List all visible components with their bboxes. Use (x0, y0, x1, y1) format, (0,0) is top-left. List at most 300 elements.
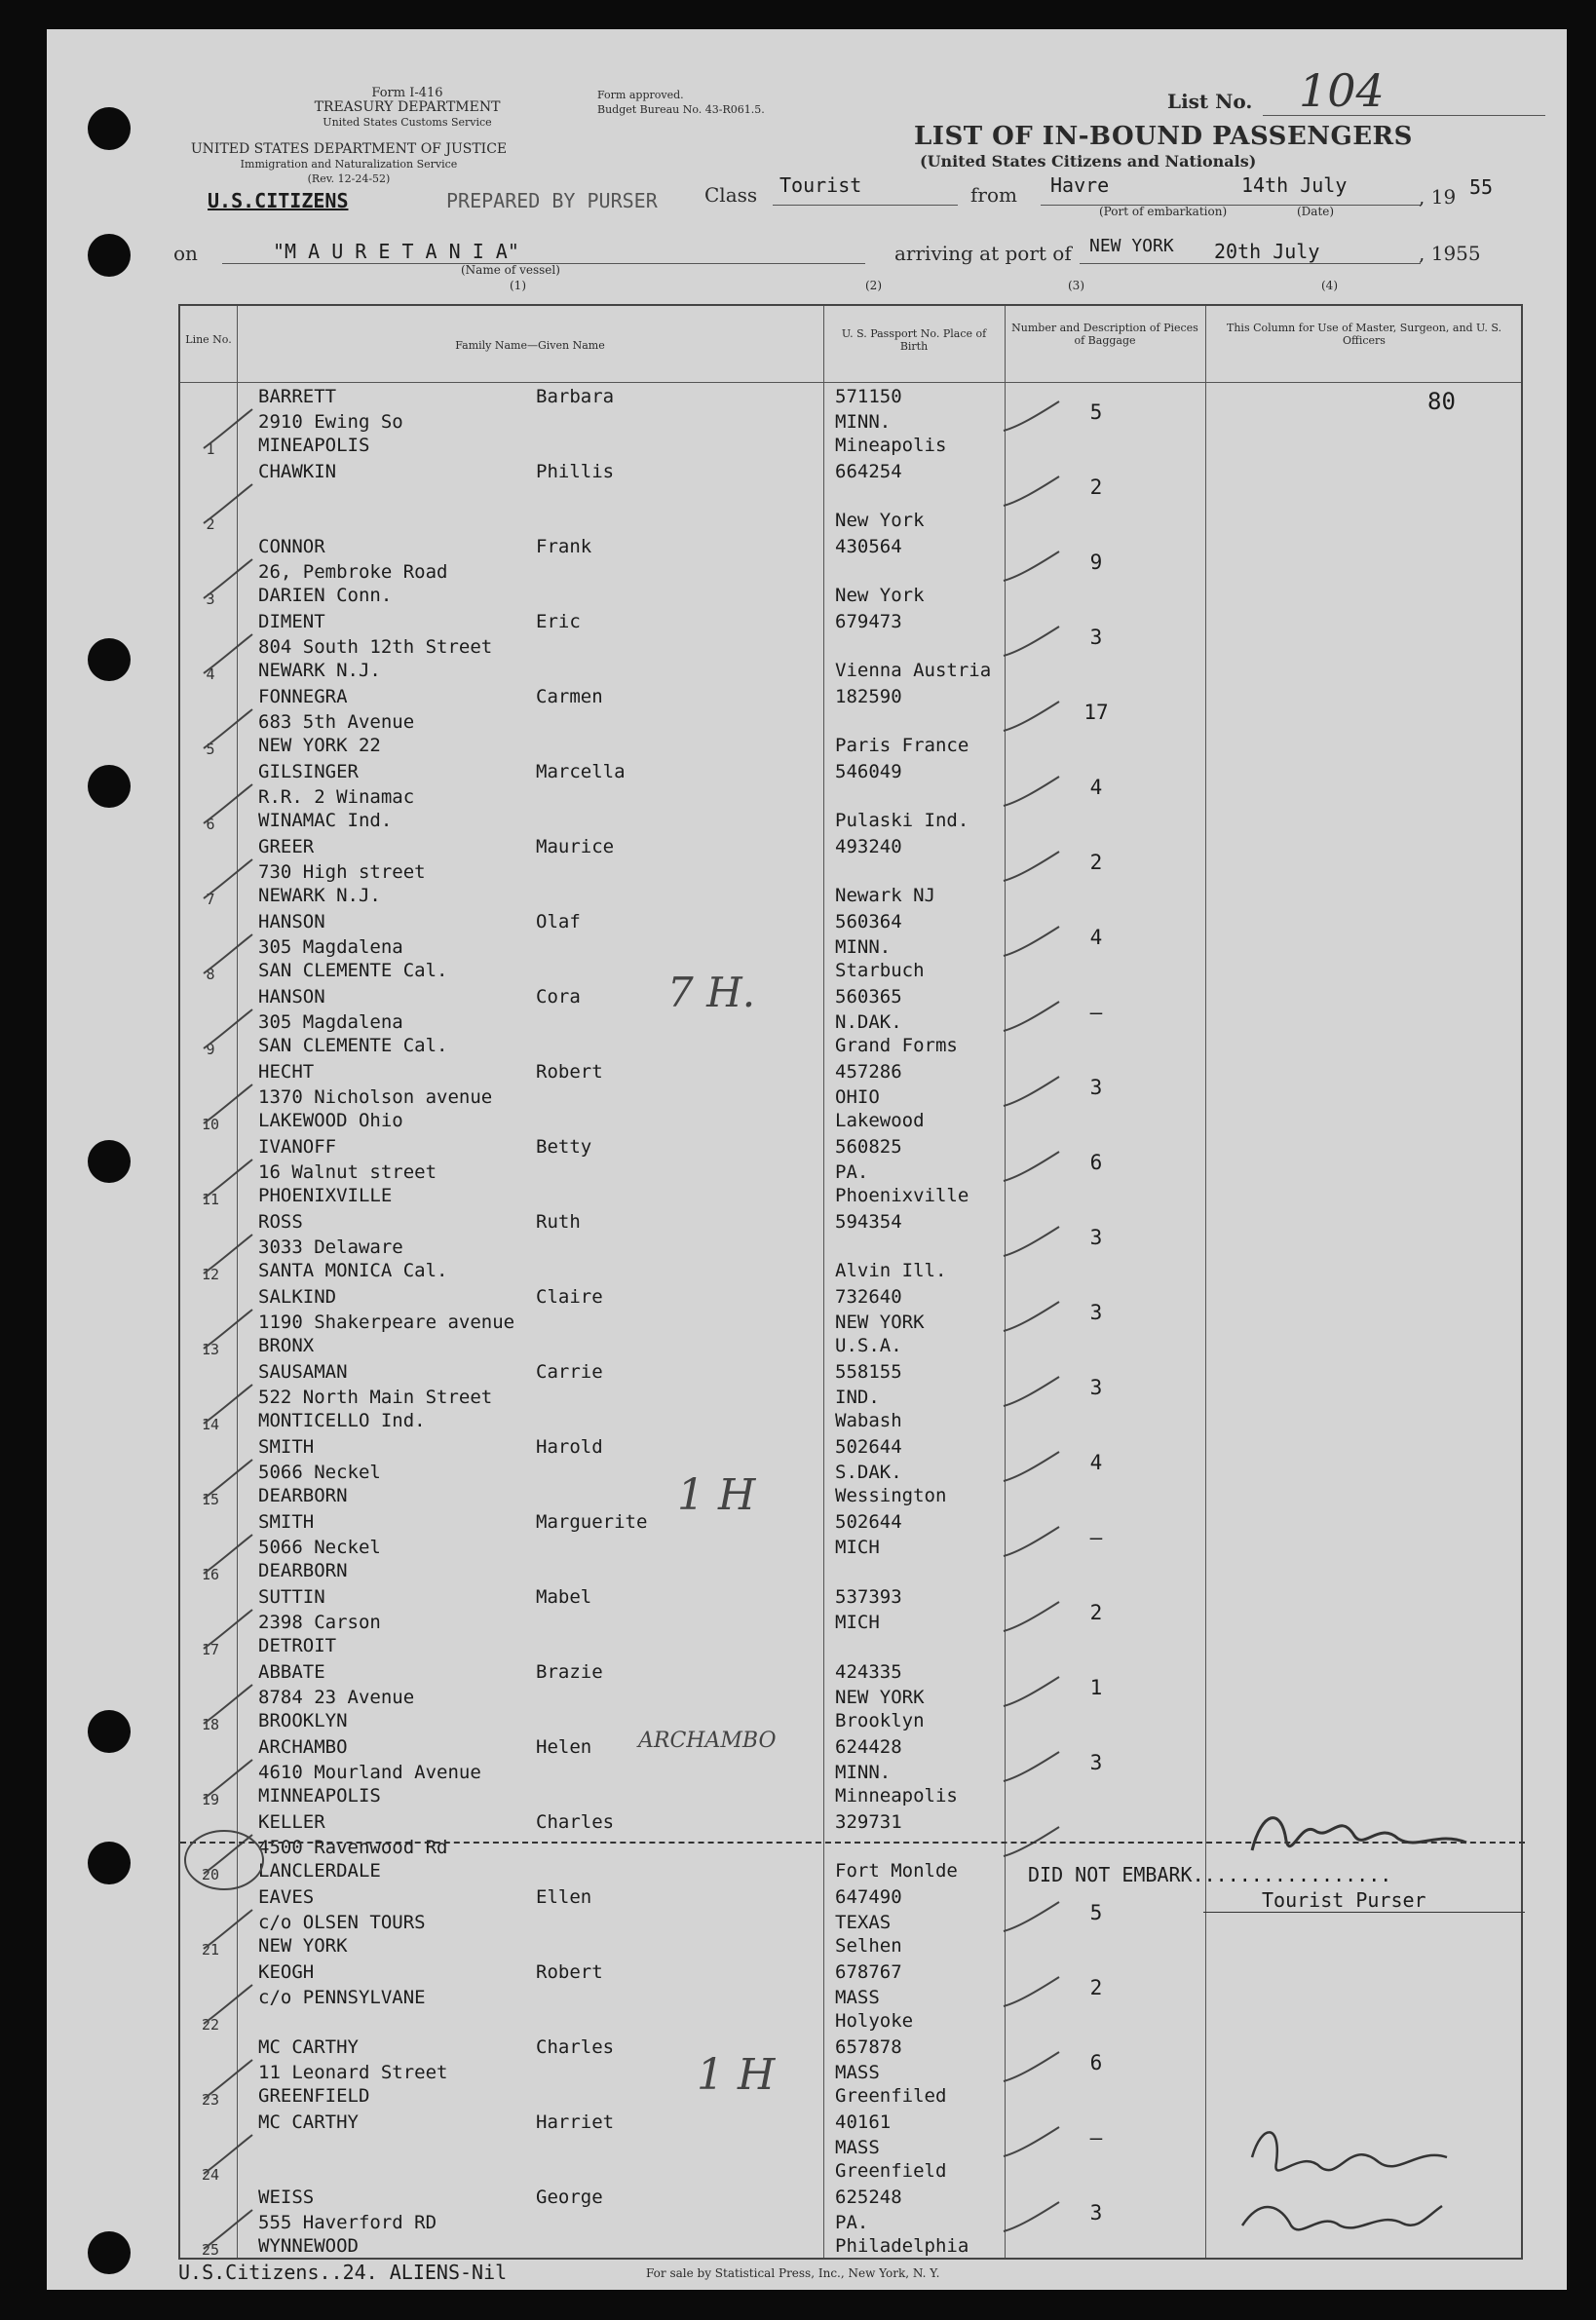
table-row (180, 2035, 1521, 2110)
tick-mark-icon (200, 1154, 258, 1202)
family-name: HANSON (258, 986, 325, 1008)
tick-mark-icon (200, 1229, 258, 1277)
line-number: 7 (206, 891, 215, 908)
tick-mark-icon (200, 1754, 258, 1803)
tick-mark-icon (200, 1304, 258, 1352)
address-line-1: 3033 Delaware (258, 1236, 403, 1258)
check-mark-icon (999, 2048, 1067, 2087)
birth-place: Selhen (835, 1935, 902, 1957)
check-mark-icon (999, 848, 1067, 887)
table-row (180, 759, 1521, 834)
check-mark-icon (999, 698, 1067, 737)
form-header-justice (183, 142, 514, 186)
baggage-count: 2 (1089, 1601, 1103, 1624)
given-name: Ellen (536, 1886, 592, 1908)
check-mark-icon (999, 1223, 1067, 1262)
class-value: Tourist (779, 173, 862, 197)
on-label: on (173, 242, 198, 265)
officer-mark: 80 (1427, 388, 1456, 415)
line-number: 2 (206, 515, 215, 533)
table-row (180, 834, 1521, 909)
baggage-count: 4 (1089, 776, 1103, 799)
birth-place: Lakewood (835, 1110, 925, 1131)
tick-mark-icon (200, 2204, 258, 2253)
baggage-count: – (1089, 1526, 1103, 1549)
family-name: MC CARTHY (258, 2111, 359, 2133)
check-mark-icon (999, 1973, 1067, 2012)
address-line-2: LAKEWOOD Ohio (258, 1110, 403, 1131)
birth-state: OHIO (835, 1086, 880, 1108)
tick-mark-icon (200, 779, 258, 827)
baggage-count: 5 (1089, 400, 1103, 424)
header-divider (180, 382, 1521, 383)
passport-number: 571150 (835, 386, 902, 407)
baggage-count: 5 (1089, 1901, 1103, 1924)
line-number: 8 (206, 966, 215, 983)
tick-mark-icon (200, 1904, 258, 1953)
address-line-1: 8784 23 Avenue (258, 1687, 415, 1708)
check-mark-icon (999, 1448, 1067, 1487)
table-row (180, 1509, 1521, 1584)
binder-hole (88, 1710, 131, 1753)
passport-number: 560825 (835, 1136, 902, 1158)
family-name: DIMENT (258, 611, 325, 632)
col-officers: This Column for Use of Master, Surgeon, and U. S. Officers (1227, 322, 1501, 347)
baggage-count: 1 (1089, 1676, 1103, 1699)
birth-place: U.S.A. (835, 1335, 902, 1356)
check-mark-icon (999, 623, 1067, 662)
birth-state: IND. (835, 1387, 880, 1408)
address-line-2: NEWARK N.J. (258, 660, 381, 681)
from-line (1041, 205, 1421, 206)
birth-place: Starbuch (835, 960, 925, 981)
line-number: 5 (206, 741, 215, 758)
birth-place: Greenfiled (835, 2085, 947, 2107)
birth-state: N.DAK. (835, 1011, 902, 1033)
passport-number: 560365 (835, 986, 902, 1008)
birth-state: NEW YORK (835, 1687, 925, 1708)
table-row (180, 1284, 1521, 1359)
family-name: SUTTIN (258, 1586, 325, 1608)
family-name: SAUSAMAN (258, 1361, 348, 1383)
birth-state: MASS (835, 2062, 880, 2083)
passport-number: 502644 (835, 1436, 902, 1458)
line-number: 17 (201, 1641, 220, 1658)
binder-hole (88, 765, 131, 808)
family-name: SMITH (258, 1511, 315, 1533)
passport-number: 647490 (835, 1886, 902, 1908)
address-line-2: SAN CLEMENTE Cal. (258, 1035, 448, 1056)
birth-place: Minneapolis (835, 1785, 958, 1807)
table-row (180, 534, 1521, 609)
check-mark-icon (999, 1073, 1067, 1112)
baggage-count: 6 (1089, 2051, 1103, 2074)
check-mark-icon (999, 1898, 1067, 1937)
caption-4: (4) (1321, 279, 1338, 292)
given-name: Carrie (536, 1361, 603, 1383)
table-row (180, 1584, 1521, 1659)
table-row (180, 1134, 1521, 1209)
address-line-1: 4500 Ravenwood Rd (258, 1837, 448, 1858)
address-line-1: 730 High street (258, 861, 426, 883)
family-name: KEOGH (258, 1961, 315, 1983)
mark-row-8: 7 H. (667, 969, 756, 1016)
given-name: Charles (536, 2036, 615, 2058)
passenger-table (178, 304, 1523, 2260)
birth-place: New York (835, 585, 925, 606)
birth-state: MINN. (835, 1762, 892, 1783)
address-line-1: 2910 Ewing So (258, 411, 403, 433)
manifest-sheet (47, 29, 1567, 2290)
check-mark-icon (999, 398, 1067, 437)
family-name: HANSON (258, 911, 325, 932)
address-line-2: WYNNEWOOD (258, 2235, 359, 2257)
baggage-count: 2 (1089, 851, 1103, 874)
passport-number: 560364 (835, 911, 902, 932)
baggage-count: 3 (1089, 1301, 1103, 1324)
birth-state: PA. (835, 2212, 869, 2233)
baggage-count: 9 (1089, 551, 1103, 574)
line-number: 11 (201, 1191, 220, 1208)
given-name: Harold (536, 1436, 603, 1458)
address-line-1: 16 Walnut street (258, 1161, 437, 1183)
class-label: Class (704, 183, 758, 207)
form-header-treasury (242, 86, 573, 130)
form-approved: Form approved. (597, 89, 684, 101)
address-line-2: NEW YORK (258, 1935, 348, 1957)
col-name: Family Name—Given Name (455, 339, 605, 352)
check-mark-icon (999, 1673, 1067, 1712)
birth-place: Phoenixville (835, 1185, 969, 1206)
date-caption: (Date) (1297, 205, 1335, 218)
passport-number: 424335 (835, 1661, 902, 1683)
did-not-embark: DID NOT EMBARK................. (1028, 1863, 1392, 1886)
archambo-note: ARCHAMBO (638, 1729, 777, 1753)
table-row (180, 1659, 1521, 1734)
family-name: HECHT (258, 1061, 315, 1083)
customs-service: United States Customs Service (323, 116, 492, 129)
check-mark-icon (999, 473, 1067, 512)
embark-year: 55 (1469, 175, 1494, 199)
family-name: ARCHAMBO (258, 1736, 348, 1758)
birth-place: Brooklyn (835, 1710, 925, 1731)
list-no-value: 104 (1299, 64, 1385, 117)
line-number: 9 (206, 1041, 215, 1058)
col-passport: U. S. Passport No. Place of Birth (841, 327, 987, 353)
family-name: ROSS (258, 1211, 303, 1233)
check-mark-icon (999, 2198, 1067, 2237)
tick-mark-icon (200, 2054, 258, 2103)
budget-bureau: Budget Bureau No. 43-R061.5. (597, 103, 765, 116)
given-name: Olaf (536, 911, 581, 932)
baggage-count: – (1089, 2126, 1103, 2149)
line-number: 23 (201, 2091, 220, 2109)
passport-number: 679473 (835, 611, 902, 632)
check-mark-icon (999, 923, 1067, 962)
family-name: CHAWKIN (258, 461, 337, 482)
arrival-year: , 1955 (1419, 242, 1481, 265)
passport-number: 732640 (835, 1286, 902, 1308)
passport-number: 537393 (835, 1586, 902, 1608)
given-name: Betty (536, 1136, 592, 1158)
tick-mark-icon (200, 854, 258, 902)
given-name: Robert (536, 1061, 603, 1083)
baggage-count: 4 (1089, 1451, 1103, 1474)
family-name: FONNEGRA (258, 686, 348, 707)
caption-2: (2) (865, 279, 882, 292)
birth-state: MINN. (835, 411, 892, 433)
baggage-count: 3 (1089, 1226, 1103, 1249)
address-line-1: 11 Leonard Street (258, 2062, 448, 2083)
passport-number: 430564 (835, 536, 902, 557)
birth-place: Greenfield (835, 2160, 947, 2182)
col-line-no: Line No. (185, 333, 232, 346)
passport-number: 664254 (835, 461, 902, 482)
from-caption: (Port of embarkation) (1099, 205, 1228, 218)
address-line-1: 555 Haverford RD (258, 2212, 437, 2233)
arrival-line (1080, 263, 1421, 264)
address-line-2: DEARBORN (258, 1560, 348, 1581)
tick-mark-icon (200, 628, 258, 677)
table-row (180, 984, 1521, 1059)
given-name: Ruth (536, 1211, 581, 1233)
line-number: 21 (201, 1941, 220, 1959)
birth-place: New York (835, 510, 925, 531)
from-label: from (970, 183, 1017, 207)
given-name: Mabel (536, 1586, 592, 1608)
line-number: 12 (201, 1266, 220, 1283)
tick-mark-icon (200, 1979, 258, 2028)
citizens-label: U.S.CITIZENS (208, 189, 349, 212)
family-name: GREER (258, 836, 315, 857)
tick-mark-icon (200, 1079, 258, 1127)
year-prefix: , 19 (1419, 185, 1457, 209)
address-line-2: NEW YORK 22 (258, 735, 381, 756)
table-row (180, 384, 1521, 459)
check-mark-icon (999, 1373, 1067, 1412)
address-line-2: DARIEN Conn. (258, 585, 393, 606)
baggage-count: 3 (1089, 1376, 1103, 1399)
line-number: 13 (201, 1341, 220, 1358)
table-row (180, 684, 1521, 759)
passport-number: 624428 (835, 1736, 902, 1758)
family-name: BARRETT (258, 386, 337, 407)
address-line-2: DETROIT (258, 1635, 337, 1656)
birth-place: Holyoke (835, 2010, 914, 2032)
embark-date: 14th July (1241, 173, 1348, 197)
birth-place: Philadelphia (835, 2235, 969, 2257)
tick-mark-icon (200, 1679, 258, 1728)
check-mark-icon (999, 998, 1067, 1037)
revision: (Rev. 12-24-52) (307, 172, 391, 185)
address-line-1: 683 5th Avenue (258, 711, 415, 733)
baggage-count: – (1089, 1001, 1103, 1024)
given-name: Maurice (536, 836, 615, 857)
binder-hole (88, 638, 131, 681)
address-line-1: 804 South 12th Street (258, 636, 493, 658)
passport-number: 329731 (835, 1811, 902, 1833)
line-number: 25 (201, 2241, 220, 2259)
tourist-purser: Tourist Purser (1262, 1888, 1426, 1912)
line-number: 15 (201, 1491, 220, 1508)
line-number: 16 (201, 1566, 220, 1583)
page-subtitle: (United States Citizens and Nationals) (920, 152, 1257, 171)
address-line-2: MONTICELLO Ind. (258, 1410, 426, 1431)
form-approval (597, 88, 765, 117)
tick-mark-icon (200, 929, 258, 977)
given-name: Brazie (536, 1661, 603, 1683)
list-no-label: List No. (1167, 90, 1253, 113)
treasury-department: TREASURY DEPARTMENT (314, 99, 501, 115)
baggage-count: 3 (1089, 1751, 1103, 1774)
given-name: Frank (536, 536, 592, 557)
table-row (180, 459, 1521, 534)
arriving-label: arriving at port of (894, 242, 1072, 265)
footer-press: For sale by Statistical Press, Inc., New York, N. Y. (646, 2266, 940, 2280)
class-line (773, 205, 958, 206)
baggage-count: 3 (1089, 1076, 1103, 1099)
table-row (180, 1059, 1521, 1134)
line-number: 20 (201, 1866, 220, 1883)
line-number: 22 (201, 2016, 220, 2034)
family-name: ABBATE (258, 1661, 325, 1683)
binder-hole (88, 1842, 131, 1884)
birth-place: Newark NJ (835, 885, 935, 906)
table-row (180, 909, 1521, 984)
address-line-2: MINEAPOLIS (258, 435, 370, 456)
address-line-2: PHOENIXVILLE (258, 1185, 393, 1206)
tick-mark-icon (200, 1004, 258, 1052)
passport-number: 678767 (835, 1961, 902, 1983)
given-name: Carmen (536, 686, 603, 707)
passport-number: 546049 (835, 761, 902, 782)
passport-number: 558155 (835, 1361, 902, 1383)
given-name: Robert (536, 1961, 603, 1983)
given-name: Harriet (536, 2111, 615, 2133)
address-line-1: 305 Magdalena (258, 936, 403, 958)
given-name: Helen (536, 1736, 592, 1758)
binder-hole (88, 2231, 131, 2274)
address-line-2: DEARBORN (258, 1485, 348, 1506)
address-line-1: c/o OLSEN TOURS (258, 1912, 426, 1933)
check-mark-icon (999, 1298, 1067, 1337)
purser-line (1203, 1912, 1525, 1913)
tick-mark-icon (200, 403, 258, 452)
birth-place: Vienna Austria (835, 660, 992, 681)
baggage-count: 6 (1089, 1151, 1103, 1174)
given-name: Charles (536, 1811, 615, 1833)
list-no-line (1263, 115, 1545, 116)
from-value: Havre (1050, 173, 1110, 197)
address-line-2: WINAMAC Ind. (258, 810, 393, 831)
tick-mark-icon (200, 478, 258, 527)
birth-place: Paris France (835, 735, 969, 756)
form-number: Form I-416 (371, 86, 443, 100)
tick-mark-icon (200, 1379, 258, 1427)
birth-state: MINN. (835, 936, 892, 958)
family-name: SALKIND (258, 1286, 337, 1308)
justice-department: UNITED STATES DEPARTMENT OF JUSTICE (190, 141, 508, 157)
tick-mark-icon (200, 1454, 258, 1502)
birth-state: NEW YORK (835, 1312, 925, 1333)
birth-place: Grand Forms (835, 1035, 958, 1056)
given-name: Marcella (536, 761, 626, 782)
table-row (180, 1734, 1521, 1809)
immigration-service: Immigration and Naturalization Service (240, 158, 458, 171)
birth-place: Wessington (835, 1485, 947, 1506)
tick-mark-icon (200, 1604, 258, 1653)
family-name: IVANOFF (258, 1136, 337, 1158)
footer-totals: U.S.Citizens..24. ALIENS-Nil (178, 2261, 508, 2284)
passport-number: 625248 (835, 2187, 902, 2208)
address-line-1: 26, Pembroke Road (258, 561, 448, 583)
arrival-port: NEW YORK (1089, 236, 1174, 256)
line-number: 10 (201, 1116, 220, 1133)
passport-number: 182590 (835, 686, 902, 707)
birth-place: Mineapolis (835, 435, 947, 456)
table-row (180, 1959, 1521, 2035)
line-number: 24 (201, 2166, 220, 2184)
address-line-1: 4610 Mourland Avenue (258, 1762, 481, 1783)
baggage-count: 4 (1089, 926, 1103, 949)
caption-1: (1) (510, 279, 526, 292)
binder-hole (88, 1140, 131, 1183)
family-name: SMITH (258, 1436, 315, 1458)
tick-mark-icon (200, 2129, 258, 2178)
family-name: KELLER (258, 1811, 325, 1833)
row-20-circle (180, 1826, 268, 1894)
table-row (180, 609, 1521, 684)
line-number: 14 (201, 1416, 220, 1433)
address-line-1: R.R. 2 Winamac (258, 786, 415, 808)
address-line-1: c/o PENNSYLVANE (258, 1987, 426, 2008)
line-number: 19 (201, 1791, 220, 1808)
address-line-2: BROOKLYN (258, 1710, 348, 1731)
birth-state: S.DAK. (835, 1462, 902, 1483)
address-line-2: MINNEAPOLIS (258, 1785, 381, 1807)
binder-hole (88, 107, 131, 150)
line-number: 4 (206, 666, 215, 683)
line-number: 3 (206, 590, 215, 608)
address-line-1: 1190 Shakerpeare avenue (258, 1312, 515, 1333)
check-mark-icon (999, 548, 1067, 587)
address-line-1: 1370 Nicholson avenue (258, 1086, 493, 1108)
address-line-2: GREENFIELD (258, 2085, 370, 2107)
birth-state: MASS (835, 1987, 880, 2008)
address-line-1: 2398 Carson (258, 1612, 381, 1633)
address-line-2: SANTA MONICA Cal. (258, 1260, 448, 1281)
given-name: Marguerite (536, 1511, 648, 1533)
tick-mark-icon (200, 704, 258, 752)
caption-3: (3) (1068, 279, 1084, 292)
mark-row-15: 1 H (677, 1470, 756, 1520)
line-number: 6 (206, 816, 215, 833)
passport-number: 657878 (835, 2036, 902, 2058)
binder-hole (88, 234, 131, 277)
passport-number: 493240 (835, 836, 902, 857)
address-line-2: BRONX (258, 1335, 315, 1356)
mark-row-23: 1 H (697, 2050, 776, 2100)
table-row (180, 1434, 1521, 1509)
officer-signature (1233, 2118, 1457, 2255)
passport-number: 457286 (835, 1061, 902, 1083)
given-name: Claire (536, 1286, 603, 1308)
line-number: 18 (201, 1716, 220, 1733)
check-mark-icon (999, 1523, 1067, 1562)
birth-place: Alvin Ill. (835, 1260, 947, 1281)
col-baggage: Number and Description of Pieces of Baggage (1011, 322, 1198, 347)
birth-place: Fort Monlde (835, 1860, 958, 1882)
